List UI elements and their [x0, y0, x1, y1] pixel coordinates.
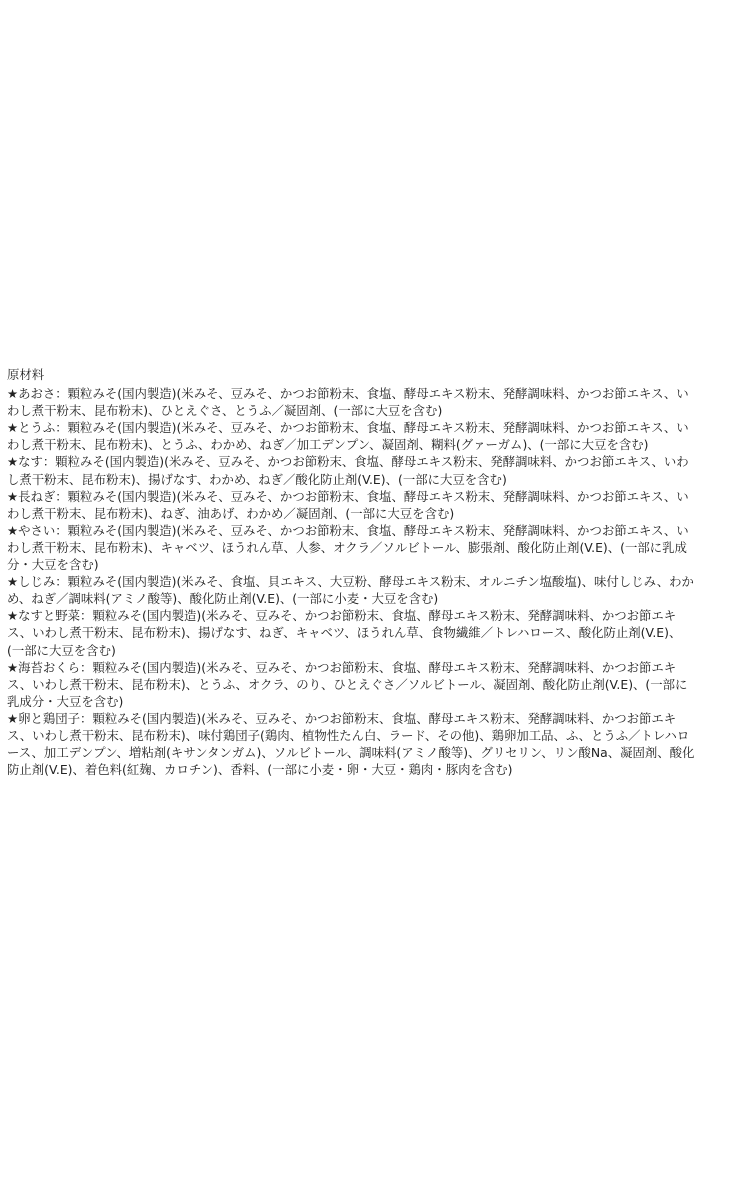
ingredient-entry-tofu: ★とうふ：顆粒みそ(国内製造)(米みそ、豆みそ、かつお節粉末、食塩、酵母エキス粉末、発酵調味料、かつお節エキス、いわし煮干粉末、昆布粉末)、とうふ、わかめ、ねぎ／加工デンプン、凝固剤、糊料(グァーガム)、(一部に大豆を含む) — [7, 420, 689, 453]
ingredient-entry-nasu-yasai: ★なすと野菜：顆粒みそ(国内製造)(米みそ、豆みそ、かつお節粉末、食塩、酵母エキス粉末、発酵調味料、かつお節エキス、いわし煮干粉末、昆布粉末)、揚げなす、ねぎ、キャベツ、ほうれん草、食物繊維／トレハロース、酸化防止剤(V.E)、(一部に大豆を含む) — [7, 608, 682, 658]
ingredient-entry-nori-okura: ★海苔おくら：顆粒みそ(国内製造)(米みそ、豆みそ、かつお節粉末、食塩、酵母エキス粉末、発酵調味料、かつお節エキス、いわし煮干粉末、昆布粉末)、とうふ、オクラ、のり、ひとえぐさ／ソルビトール、凝固剤、酸化防止剤(V.E)、(一部に乳成分・大豆を含む) — [7, 659, 688, 709]
ingredient-entry-aosa: ★あおさ：顆粒みそ(国内製造)(米みそ、豆みそ、かつお節粉末、食塩、酵母エキス粉末、発酵調味料、かつお節エキス、いわし煮干粉末、昆布粉末)、ひとえぐさ、とうふ／凝固剤、(一部に大豆を含む) — [7, 386, 689, 419]
ingredient-entry-nasu: ★なす：顆粒みそ(国内製造)(米みそ、豆みそ、かつお節粉末、食塩、酵母エキス粉末、発酵調味料、かつお節エキス、いわし煮干粉末、昆布粉末)、揚げなす、わかめ、ねぎ／酸化防止剤(V.E)、(一部に大豆を含む) — [7, 454, 689, 487]
ingredient-entry-naganegi: ★長ねぎ：顆粒みそ(国内製造)(米みそ、豆みそ、かつお節粉末、食塩、酵母エキス粉末、発酵調味料、かつお節エキス、いわし煮干粉末、昆布粉末)、ねぎ、油あげ、わかめ／凝固剤、(一部に大豆を含む) — [7, 488, 689, 521]
ingredient-entry-tamago-toridango: ★卵と鶏団子：顆粒みそ(国内製造)(米みそ、豆みそ、かつお節粉末、食塩、酵母エキス粉末、発酵調味料、かつお節エキス、いわし煮干粉末、昆布粉末)、味付鶏団子(鶏肉、植物性たん白、ラード、その他)、鶏卵加工品、ふ、とうふ／トレハロース、加工デンプン、増粘剤(キサンタンガム)、ソルビトール、調味料(アミノ酸等)、グリセリン、リン酸Na、凝固剤、酸化防止剤(V.E)、着色料(紅麹、カロチン)、香料、(一部に小麦・卵・大豆・鶏肉・豚肉を含む) — [7, 710, 695, 778]
ingredients-section — [7, 366, 697, 778]
ingredient-entry-yasai: ★やさい：顆粒みそ(国内製造)(米みそ、豆みそ、かつお節粉末、食塩、酵母エキス粉末、発酵調味料、かつお節エキス、いわし煮干粉末、昆布粉末)、キャベツ、ほうれん草、人参、オクラ／ソルビトール、膨張剤、酸化防止剤(V.E)、(一部に乳成分・大豆を含む) — [7, 522, 689, 573]
section-title: 原材料 — [7, 367, 45, 382]
ingredient-entry-shijimi: ★しじみ：顆粒みそ(国内製造)(米みそ、食塩、貝エキス、大豆粉、酵母エキス粉末、オルニチン塩酸塩)、味付しじみ、わかめ、ねぎ／調味料(アミノ酸等)、酸化防止剤(V.E)、(一部に小麦・大豆を含む) — [7, 574, 694, 607]
